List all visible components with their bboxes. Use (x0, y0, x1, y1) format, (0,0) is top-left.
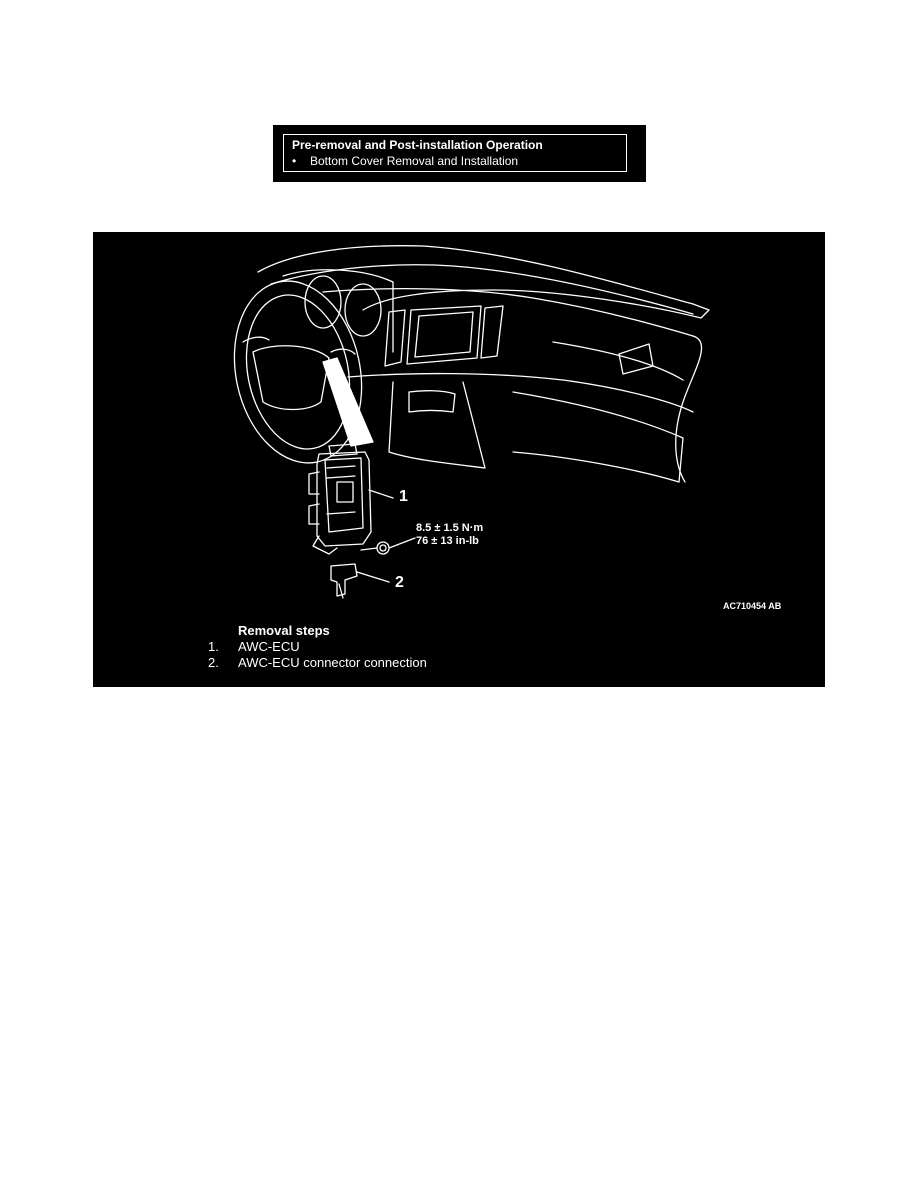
pre-removal-item (292, 154, 518, 168)
pre-removal-box (273, 125, 646, 182)
ecu-module (309, 444, 371, 554)
leader-2 (357, 572, 389, 582)
torque-spec (416, 522, 483, 548)
bullet: • (292, 154, 297, 168)
pre-removal-title: Pre-removal and Post-installation Operation (292, 138, 543, 152)
console-lower (389, 382, 485, 468)
removal-steps (208, 623, 427, 671)
diagram-panel (93, 232, 825, 687)
pre-removal-item-label: Bottom Cover Removal and Installation (310, 154, 519, 168)
steering-spoke-left (243, 337, 269, 342)
glovebox (513, 392, 683, 482)
step-number: 2. (208, 655, 219, 670)
step-label: AWC-ECU connector connection (238, 655, 427, 670)
removal-steps-title: Removal steps (238, 623, 330, 638)
vent-left (385, 310, 405, 366)
console-slot (409, 391, 455, 412)
right-vent (619, 344, 653, 374)
bolt (361, 542, 389, 554)
vent-right (481, 306, 503, 358)
list-item (208, 655, 427, 671)
step-number: 1. (208, 639, 219, 654)
connector (331, 564, 357, 598)
center-display-inner (415, 312, 473, 357)
callout-1: 1 (399, 488, 408, 505)
step-label: AWC-ECU (238, 639, 300, 654)
callout-2: 2 (395, 574, 404, 591)
dashboard-illustration (93, 232, 825, 687)
steering-hub (253, 346, 329, 410)
figure-code: AC710454 AB (723, 601, 782, 611)
leader-torque (389, 538, 415, 548)
leader-1 (369, 490, 393, 498)
right-panel (553, 342, 683, 380)
steering-spoke-right (331, 349, 355, 354)
torque-metric: 8.5 ± 1.5 N·m (416, 522, 484, 534)
right-end (676, 336, 702, 482)
pre-removal-frame (283, 134, 627, 172)
dashboard-top (258, 246, 709, 318)
list-item (208, 639, 427, 655)
torque-imperial: 76 ± 13 in-lb (416, 535, 479, 547)
